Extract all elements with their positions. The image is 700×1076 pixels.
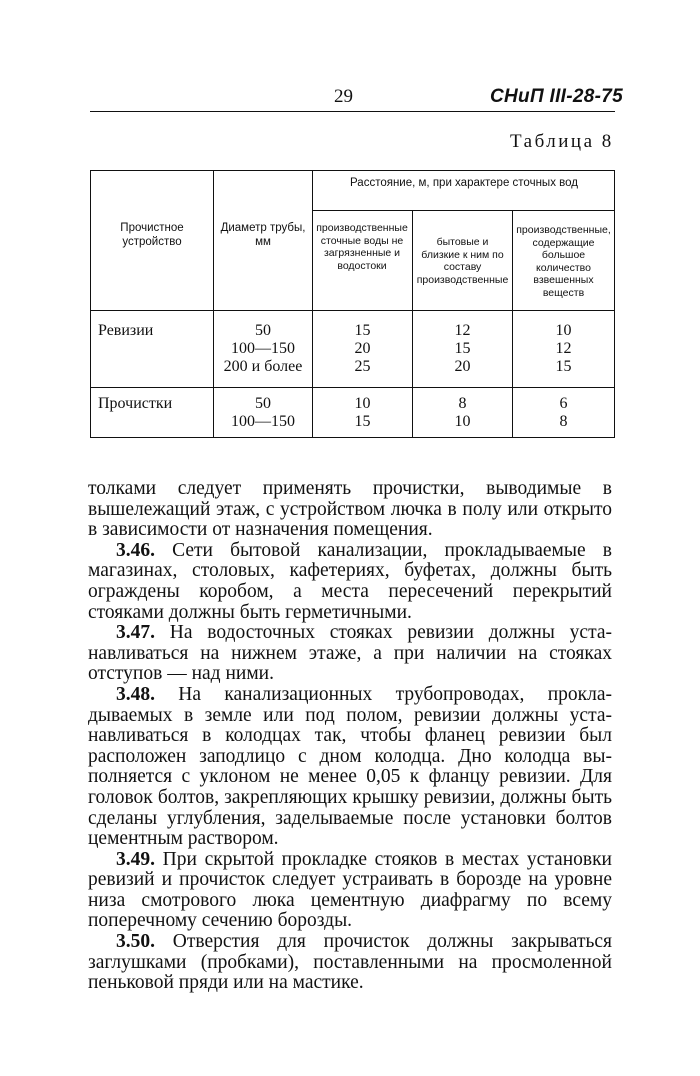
paragraph-text: На канализационных трубопроводах, прокладываемых в земле или под полом, ревизии должны устанавливаться в колодцах так, чтобы фланец ревизии был расположен заподлицо с дном колодца. Дно колодца выполняется с уклоном не менее 0,05 к фланцу ревизии. Для головок болтов, закрепляющих крышку ревизии, должны быть сделаны углубления, заделываемые после установки болтов цементным раствором. xyxy=(88,683,612,850)
col1-cell xyxy=(313,322,412,376)
body-text xyxy=(88,479,612,994)
col3-value: 12 xyxy=(555,340,572,357)
col3-cell xyxy=(513,395,614,431)
paragraph-number: 3.50. xyxy=(116,931,155,953)
diameter-value: 200 и более xyxy=(223,358,303,375)
paragraph-3-47 xyxy=(88,623,612,685)
paragraph-number: 3.47. xyxy=(116,622,155,644)
diameter-value: 100—150 xyxy=(231,413,295,430)
document-code: СНиП III-28-75 xyxy=(490,86,623,107)
paragraph-3-46 xyxy=(88,541,612,623)
header-col3: производственные, содержащие большое количество взвешенных веществ xyxy=(516,224,611,299)
paragraph-text: На водосточных стояках ревизии должны устанавливаться на нижнем этаже, а при наличии на стояках отступов — над ними. xyxy=(88,622,612,685)
col1-value: 15 xyxy=(354,413,371,430)
header-col1: производственные сточные воды не загрязненные и водостоки xyxy=(316,222,408,272)
table-left-border xyxy=(90,170,91,438)
paragraph-number: 3.48. xyxy=(116,683,155,705)
col1-value: 10 xyxy=(354,395,371,412)
table-header-bottom-border xyxy=(90,310,615,311)
row-label-cleanouts: Прочистки xyxy=(98,395,173,412)
diameter-value: 50 xyxy=(255,395,271,412)
col3-value: 8 xyxy=(559,413,568,430)
paragraph-text: Отверстия для прочисток должны закрываться заглушками (пробками), поставленными на просмоленной пеньковой пряди или на мастике. xyxy=(88,931,612,994)
paragraph-3-48 xyxy=(88,685,612,850)
header-diameter: Диаметр трубы, мм xyxy=(220,222,306,248)
paragraph: толками следует применять прочистки, выводимые в вышележащий этаж, с устройством лючка в полу или открыто в зависимости от назначения помещения. xyxy=(88,478,612,541)
paragraph-number: 3.46. xyxy=(116,539,155,561)
col3-cell xyxy=(513,322,614,376)
page-number: 29 xyxy=(334,86,353,107)
diameter-value: 50 xyxy=(255,322,271,339)
data-table xyxy=(90,162,615,438)
col1-value: 25 xyxy=(354,358,371,375)
col2-value: 8 xyxy=(458,395,467,412)
col2-cell xyxy=(413,395,512,431)
header-rule xyxy=(90,111,615,112)
col1-value: 20 xyxy=(354,340,371,357)
row-label-revisions: Ревизии xyxy=(98,322,154,339)
col2-value: 15 xyxy=(454,340,471,357)
col2-value: 10 xyxy=(454,413,471,430)
diameter-cell xyxy=(214,322,312,376)
header-distance-group: Расстояние, м, при характере сточных вод xyxy=(350,177,578,189)
table-bottom-border xyxy=(90,437,615,438)
col2-value: 20 xyxy=(454,358,471,375)
table-top-border xyxy=(90,170,615,171)
col2-cell xyxy=(413,322,512,376)
table-label: Таблица 8 xyxy=(510,131,614,152)
col2-value: 12 xyxy=(454,322,471,339)
header-col2: бытовые и близкие к ним по составу производственные xyxy=(416,236,509,286)
diameter-value: 100—150 xyxy=(231,340,295,357)
col1-cell xyxy=(313,395,412,431)
table-right-border xyxy=(614,170,615,438)
diameter-cell xyxy=(214,395,312,431)
col3-value: 6 xyxy=(559,395,568,412)
header-device: Прочистное устройство xyxy=(120,222,184,248)
table-header-subrule xyxy=(312,210,615,211)
paragraph-3-49 xyxy=(88,850,612,932)
col3-value: 10 xyxy=(555,322,572,339)
paragraph-text: При скрытой прокладке стояков в местах установки ревизий и прочисток следует устраивать в борозде на уровне низа смотрового люка цементную диафрагму по всему поперечному сечению борозды. xyxy=(88,848,612,932)
paragraph-number: 3.49. xyxy=(116,848,155,870)
paragraph-3-50 xyxy=(88,932,612,994)
col1-value: 15 xyxy=(354,322,371,339)
table-row-divider xyxy=(90,387,615,388)
col3-value: 15 xyxy=(555,358,572,375)
paragraph-text: Сети бытовой канализации, прокладываемые в магазинах, столовых, кафетериях, буфетах, должны быть ограждены коробом, а места пересечений перекрытий стояками должны быть герметичными. xyxy=(88,539,612,623)
